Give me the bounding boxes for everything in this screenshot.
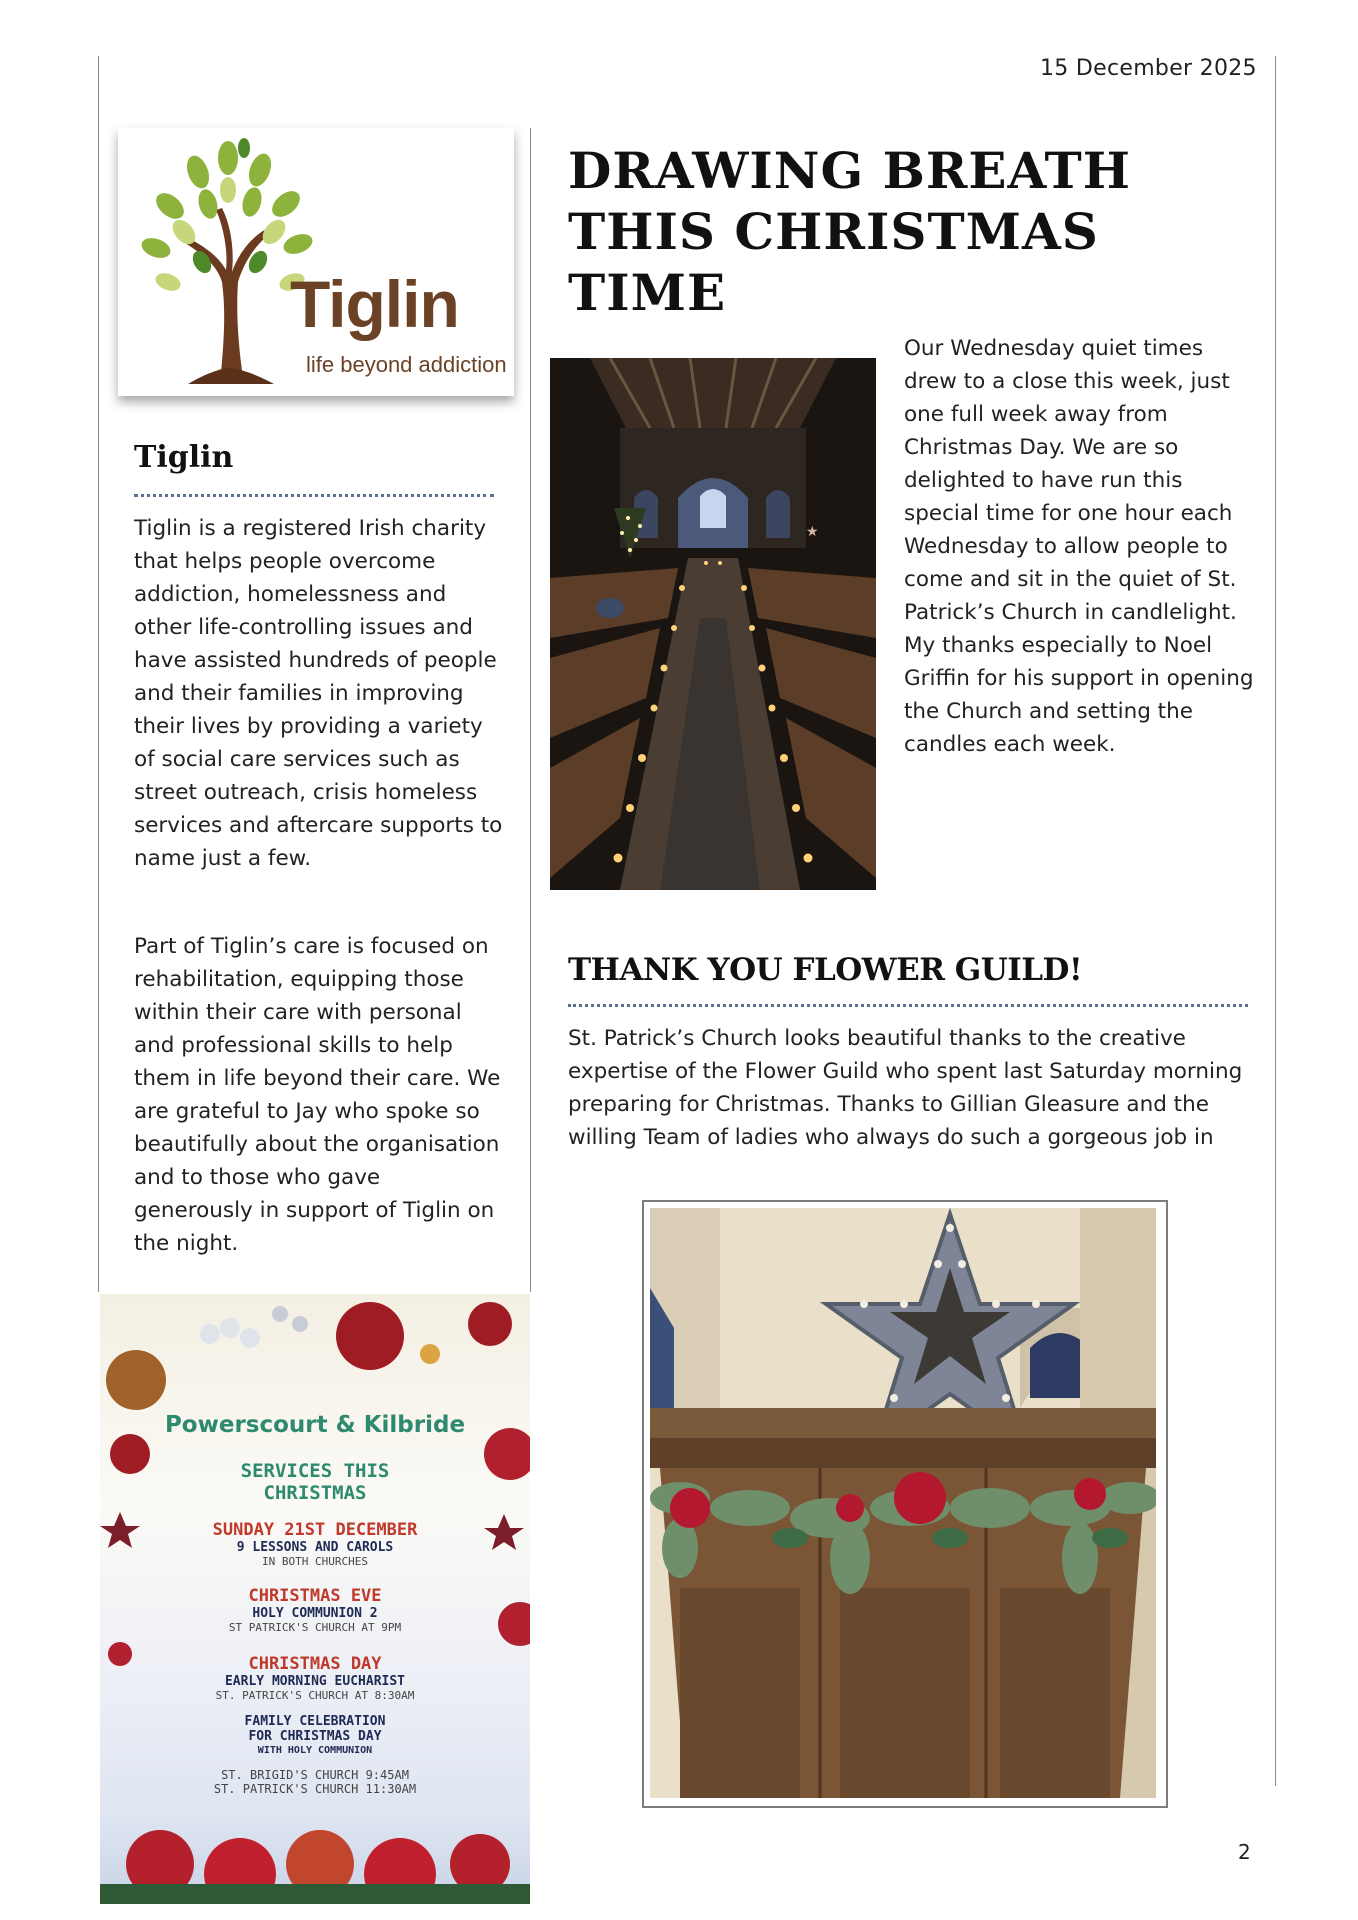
poster-subtitle: SERVICES THIS CHRISTMAS [240,1460,390,1504]
church-candlelight-photo [550,358,876,890]
poster-title: Powerscourt & Kilbride [164,1412,466,1438]
page-number: 2 [1238,1840,1251,1864]
right-margin-rule [1275,56,1276,1786]
christmas-services-poster [100,1294,530,1904]
poster-family-line-1: FAMILY CELEBRATION [244,1714,386,1729]
svg-text:★: ★ [806,524,819,540]
article-body: Our Wednesday quiet times drew to a close this week, just one full week away from Christmas Day. We are so delighted to have run this special time for one hour each Wednesday to allow people to come and sit in the quiet of St. Patrick’s Church in candlelight. My thanks especially to Noel Griffin for his support in opening the Church and setting the candles each week. [904,336,1254,757]
poster-event-3-line2: ST. PATRICK'S CHURCH AT 8:30AM [215,1689,415,1702]
poster-event-1-line1: 9 LESSONS AND CAROLS [236,1540,394,1555]
left-margin-rule [98,56,99,1292]
sidebar-heading: Tiglin [134,440,234,475]
article-headline [568,140,1168,323]
column-divider-rule [530,128,531,1292]
poster-event-1-date: SUNDAY 21ST DECEMBER [212,1520,418,1540]
headline-line-3: TIME [568,263,727,322]
sidebar-paragraph-1: Tiglin is a registered Irish charity that helps people overcome addiction, homelessness and other life-controlling issues and have assisted hundreds of people and their families in improving their lives by providing a variety of social care services such as street outreach, crisis homeless services and aftercare supports to name just a few. [134,516,503,871]
flower-guild-divider [568,1004,1248,1007]
headline-line-1: DRAWING BREATH [568,141,1131,200]
poster-time-1: ST. BRIGID'S CHURCH 9:45AM [221,1768,409,1782]
poster-event-3-line1: EARLY MORNING EUCHARIST [224,1674,405,1689]
sidebar-paragraph-2: Part of Tiglin’s care is focused on rehabilitation, equipping those within their care with personal and professional skills to help them in life beyond their care. We are grateful to Jay who spoke so beautifully about the organisation and to those who gave generously in support of Tiglin on the night. [134,934,501,1256]
poster-event-3-date: CHRISTMAS DAY [248,1654,382,1674]
poster-family-line-2: FOR CHRISTMAS DAY [248,1729,382,1744]
flower-guild-body: St. Patrick’s Church looks beautiful thanks to the creative expertise of the Flower Guild who spent last Saturday morning preparing for Christmas. Thanks to Gillian Gleasure and the willing Team of ladies who always do such a gorgeous job in [568,1026,1243,1150]
poster-event-1-line2: IN BOTH CHURCHES [262,1555,368,1568]
tiglin-logo [118,128,514,396]
sidebar-divider [134,494,494,497]
logo-tagline: life beyond addiction [306,352,507,377]
logo-wordmark: Tiglin [290,267,459,341]
poster-family-line-3: WITH HOLY COMMUNION [257,1745,373,1756]
flower-guild-heading: THANK YOU FLOWER GUILD! [568,952,1083,988]
poster-event-2-date: CHRISTMAS EVE [248,1586,382,1606]
pulpit-flowers-photo [650,1208,1156,1798]
poster-event-2-line2: ST PATRICK'S CHURCH AT 9PM [228,1621,402,1634]
poster-event-2-line1: HOLY COMMUNION 2 [252,1606,378,1621]
issue-date: 15 December 2025 [1040,56,1257,81]
tree-icon [128,132,328,388]
headline-line-2: THIS CHRISTMAS [568,202,1099,261]
poster-time-2: ST. PATRICK'S CHURCH 11:30AM [213,1782,417,1796]
